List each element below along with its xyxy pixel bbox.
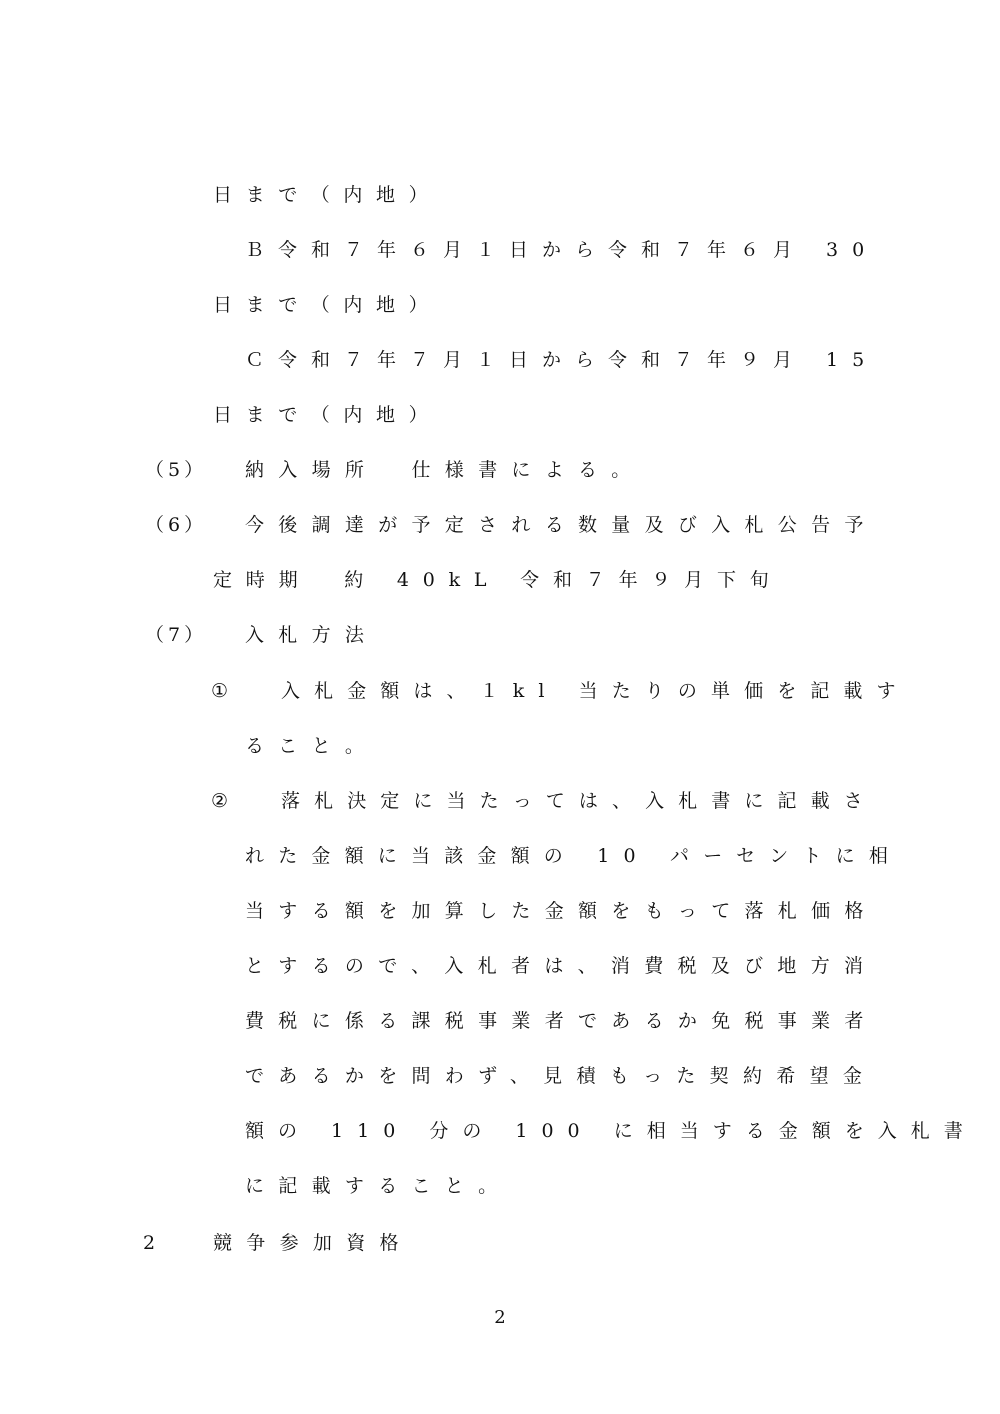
text-line: Ｂ令和７年６月１日から令和７年６月 30 — [245, 239, 879, 261]
section-heading: 競争参加資格 — [213, 1232, 413, 1254]
text-line: 納入場所 仕様書による。 — [245, 459, 645, 481]
text-line: Ｃ令和７年７月１日から令和７年９月 15 — [245, 349, 879, 371]
section-number-2: 2 — [143, 1232, 156, 1254]
text-line: 入札方法 — [245, 624, 379, 646]
item-number-7: （7） — [145, 624, 208, 646]
item-number-6: （6） — [145, 514, 208, 536]
item-number-5: （5） — [145, 459, 208, 481]
text-line: 日まで（内地） — [213, 294, 442, 316]
text-line: に記載すること。 — [245, 1175, 512, 1197]
list-marker-2: ② — [211, 790, 229, 812]
text-line: であるかを問わず、見積もった契約希望金 — [245, 1065, 877, 1087]
text-line: とするので、入札者は、消費税及び地方消 — [245, 955, 878, 977]
text-line: 今後調達が予定される数量及び入札公告予 — [245, 514, 878, 536]
text-line: 定時期 約 40kL 令和７年９月下旬 — [213, 569, 783, 591]
text-line: れた金額に当該金額の 10 パーセントに相 — [245, 845, 903, 867]
text-line: 入札金額は、１kl 当たりの単価を記載す — [281, 680, 910, 702]
page-number: 2 — [494, 1307, 506, 1328]
text-line: 日まで（内地） — [213, 184, 442, 206]
text-line: 落札決定に当たっては、入札書に記載さ — [281, 790, 877, 812]
list-marker-1: ① — [211, 680, 229, 702]
text-line: 日まで（内地） — [213, 404, 442, 426]
text-line: ること。 — [245, 735, 379, 757]
text-line: 当する額を加算した金額をもって落札価格 — [245, 900, 878, 922]
text-line: 費税に係る課税事業者であるか免税事業者 — [245, 1010, 878, 1032]
text-line: 額の 110 分の 100 に相当する金額を入札書 — [245, 1120, 977, 1142]
